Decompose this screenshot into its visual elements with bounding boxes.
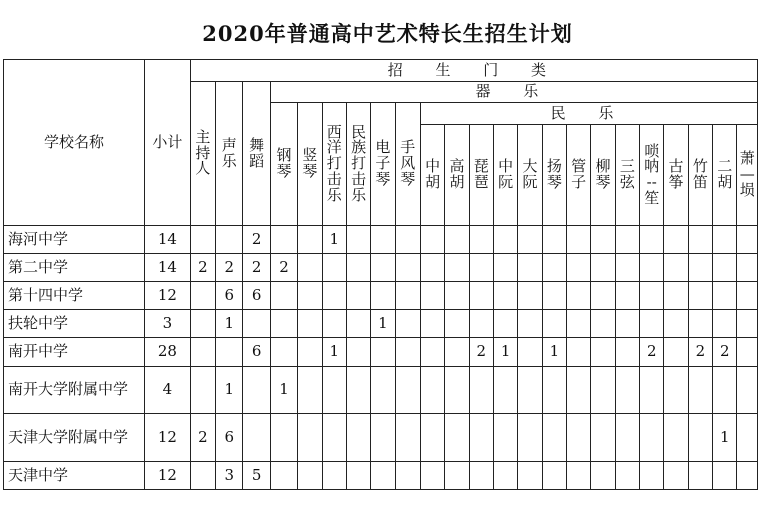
quota-cell — [518, 310, 542, 338]
quota-cell — [688, 367, 712, 414]
folk-instrument-column-label: 三 弦 — [619, 157, 635, 191]
quota-cell — [591, 462, 615, 490]
quota-cell — [445, 414, 469, 462]
quota-cell — [270, 338, 297, 367]
quota-cell — [298, 310, 322, 338]
quota-cell — [395, 338, 420, 367]
instrument-column-header — [371, 103, 395, 226]
quota-cell — [542, 226, 566, 254]
quota-cell: 3 — [216, 462, 243, 490]
enrollment-category-header: 招 生 门 类 — [190, 60, 757, 82]
quota-cell — [664, 462, 688, 490]
quota-cell — [518, 254, 542, 282]
quota-cell — [713, 254, 737, 282]
instrument-column-label: 西 洋 打 击 乐 — [326, 122, 342, 204]
school-name-cell: 南开中学 — [4, 338, 145, 367]
quota-cell: 6 — [216, 282, 243, 310]
folk-instrument-column-label: 唢 呐 -- 笙 — [644, 141, 660, 207]
instrumental-music-header: 器 乐 — [270, 82, 757, 103]
subtotal-cell: 12 — [145, 462, 191, 490]
subtotal-cell: 12 — [145, 414, 191, 462]
quota-cell — [445, 226, 469, 254]
quota-cell — [346, 338, 370, 367]
school-name-cell: 南开大学附属中学 — [4, 367, 145, 414]
quota-cell — [469, 462, 493, 490]
quota-cell — [346, 282, 370, 310]
quota-cell — [567, 310, 591, 338]
quota-cell — [493, 367, 517, 414]
quota-cell — [420, 254, 444, 282]
quota-cell — [270, 310, 297, 338]
quota-cell — [518, 367, 542, 414]
quota-cell — [615, 226, 639, 254]
quota-cell — [243, 310, 270, 338]
quota-cell — [243, 414, 270, 462]
quota-cell — [322, 462, 346, 490]
quota-cell — [445, 282, 469, 310]
quota-cell — [395, 462, 420, 490]
quota-cell — [395, 310, 420, 338]
school-name-header: 学校名称 — [4, 60, 145, 226]
instrument-column-header — [322, 103, 346, 226]
quota-cell — [713, 462, 737, 490]
subtotal-cell: 12 — [145, 282, 191, 310]
folk-instrument-column-label: 高 胡 — [449, 157, 465, 191]
quota-cell — [346, 254, 370, 282]
quota-cell — [518, 462, 542, 490]
quota-cell — [688, 282, 712, 310]
quota-cell — [420, 462, 444, 490]
quota-cell — [420, 338, 444, 367]
folk-instrument-column-label: 萧 — 埙 — [739, 149, 755, 199]
school-name-cell: 第二中学 — [4, 254, 145, 282]
instrument-column-label: 手 风 琴 — [400, 138, 416, 188]
quota-cell — [615, 338, 639, 367]
folk-instrument-column-header — [445, 125, 469, 226]
quota-cell: 1 — [322, 338, 346, 367]
quota-cell — [469, 367, 493, 414]
quota-cell — [322, 254, 346, 282]
quota-cell — [737, 254, 758, 282]
quota-cell — [445, 462, 469, 490]
instrument-column-label: 电 子 琴 — [375, 138, 391, 188]
quota-cell — [346, 367, 370, 414]
quota-cell — [591, 282, 615, 310]
quota-cell — [493, 282, 517, 310]
folk-instrument-column-header — [615, 125, 639, 226]
quota-cell — [518, 226, 542, 254]
quota-cell — [567, 338, 591, 367]
quota-cell — [688, 414, 712, 462]
folk-instrument-column-label: 大 阮 — [522, 157, 538, 191]
quota-cell — [322, 367, 346, 414]
quota-cell — [737, 367, 758, 414]
quota-cell — [371, 254, 395, 282]
quota-cell — [371, 226, 395, 254]
quota-cell — [420, 414, 444, 462]
quota-cell — [567, 367, 591, 414]
instrument-column-label: 钢 琴 — [276, 146, 292, 180]
quota-cell — [493, 226, 517, 254]
quota-cell — [298, 226, 322, 254]
quota-cell — [371, 462, 395, 490]
school-name-cell: 天津大学附属中学 — [4, 414, 145, 462]
quota-cell — [270, 414, 297, 462]
quota-cell: 1 — [713, 414, 737, 462]
category-column-label: 主 持 人 — [195, 127, 211, 178]
quota-cell — [591, 310, 615, 338]
quota-cell — [737, 414, 758, 462]
quota-cell: 2 — [190, 254, 215, 282]
quota-cell — [190, 282, 215, 310]
quota-cell — [493, 254, 517, 282]
quota-cell: 1 — [216, 367, 243, 414]
quota-cell: 1 — [371, 310, 395, 338]
folk-instrument-column-header — [713, 125, 737, 226]
folk-instrument-column-label: 扬 琴 — [546, 157, 562, 191]
subtotal-cell: 3 — [145, 310, 191, 338]
quota-cell — [713, 310, 737, 338]
quota-cell — [322, 282, 346, 310]
folk-instrument-column-label: 二 胡 — [717, 157, 733, 191]
quota-cell — [469, 282, 493, 310]
folk-instrument-column-header — [640, 125, 664, 226]
quota-cell — [190, 338, 215, 367]
quota-cell — [640, 310, 664, 338]
quota-cell — [371, 282, 395, 310]
folk-instrument-column-header — [567, 125, 591, 226]
quota-cell — [190, 462, 215, 490]
quota-cell — [243, 367, 270, 414]
table-row — [4, 226, 758, 254]
table-row — [4, 254, 758, 282]
quota-cell — [270, 226, 297, 254]
quota-cell — [615, 367, 639, 414]
quota-cell — [640, 414, 664, 462]
quota-cell — [615, 310, 639, 338]
quota-cell — [469, 310, 493, 338]
table-row — [4, 462, 758, 490]
quota-cell — [615, 462, 639, 490]
quota-cell — [664, 367, 688, 414]
quota-cell — [591, 338, 615, 367]
quota-cell — [518, 282, 542, 310]
quota-cell — [518, 414, 542, 462]
folk-instrument-column-label: 竹 笛 — [692, 157, 708, 191]
school-name-cell: 天津中学 — [4, 462, 145, 490]
quota-cell — [615, 282, 639, 310]
table-row — [4, 282, 758, 310]
quota-cell: 2 — [190, 414, 215, 462]
folk-instrument-column-label: 琵 琶 — [473, 157, 489, 191]
quota-cell — [420, 310, 444, 338]
quota-cell — [591, 226, 615, 254]
quota-cell: 1 — [493, 338, 517, 367]
quota-cell — [395, 367, 420, 414]
quota-cell — [469, 414, 493, 462]
quota-cell — [664, 338, 688, 367]
quota-cell — [567, 462, 591, 490]
quota-cell — [713, 367, 737, 414]
quota-cell — [190, 367, 215, 414]
quota-cell — [567, 254, 591, 282]
quota-cell — [615, 254, 639, 282]
folk-instrument-column-header — [737, 125, 758, 226]
quota-cell: 2 — [243, 254, 270, 282]
folk-music-header: 民 乐 — [420, 103, 757, 125]
instrument-column-label: 民 族 打 击 乐 — [351, 122, 367, 204]
quota-cell — [664, 414, 688, 462]
quota-cell — [688, 462, 712, 490]
quota-cell — [322, 310, 346, 338]
quota-cell — [713, 226, 737, 254]
quota-cell — [737, 462, 758, 490]
quota-cell — [346, 226, 370, 254]
quota-cell — [688, 310, 712, 338]
folk-instrument-column-label: 管 子 — [571, 157, 587, 191]
quota-cell — [591, 254, 615, 282]
category-column-header — [216, 82, 243, 226]
quota-cell: 1 — [542, 338, 566, 367]
quota-cell — [518, 338, 542, 367]
instrument-column-header — [270, 103, 297, 226]
quota-cell — [371, 367, 395, 414]
quota-cell — [664, 310, 688, 338]
category-column-header — [190, 82, 215, 226]
quota-cell — [346, 462, 370, 490]
quota-cell — [216, 226, 243, 254]
quota-cell — [493, 414, 517, 462]
subtotal-header: 小计 — [145, 60, 191, 226]
folk-instrument-column-header — [591, 125, 615, 226]
quota-cell — [493, 310, 517, 338]
table-row — [4, 414, 758, 462]
quota-cell — [298, 338, 322, 367]
folk-instrument-column-header — [542, 125, 566, 226]
table-row — [4, 367, 758, 414]
quota-cell — [298, 254, 322, 282]
category-column-header — [243, 82, 270, 226]
quota-cell — [664, 282, 688, 310]
quota-cell — [346, 414, 370, 462]
quota-cell — [190, 310, 215, 338]
quota-cell — [395, 254, 420, 282]
instrument-column-label: 竖 琴 — [302, 146, 318, 180]
quota-cell — [737, 338, 758, 367]
quota-cell — [737, 310, 758, 338]
quota-cell — [591, 367, 615, 414]
quota-cell — [640, 367, 664, 414]
quota-cell: 6 — [216, 414, 243, 462]
quota-cell — [395, 414, 420, 462]
folk-instrument-column-header — [518, 125, 542, 226]
quota-cell — [445, 254, 469, 282]
quota-cell — [298, 282, 322, 310]
quota-cell — [420, 226, 444, 254]
quota-cell — [445, 338, 469, 367]
quota-cell — [542, 367, 566, 414]
quota-cell — [542, 310, 566, 338]
quota-cell — [591, 414, 615, 462]
quota-cell — [445, 310, 469, 338]
table-row — [4, 310, 758, 338]
school-name-cell: 扶轮中学 — [4, 310, 145, 338]
quota-cell — [395, 226, 420, 254]
quota-cell — [270, 282, 297, 310]
quota-cell — [640, 226, 664, 254]
subtotal-cell: 4 — [145, 367, 191, 414]
subtotal-cell: 14 — [145, 254, 191, 282]
instrument-column-header — [395, 103, 420, 226]
category-column-label: 声 乐 — [221, 135, 237, 170]
quota-cell — [640, 254, 664, 282]
quota-cell — [640, 282, 664, 310]
enrollment-plan-table — [3, 59, 758, 490]
quota-cell — [420, 367, 444, 414]
quota-cell: 1 — [322, 226, 346, 254]
quota-cell — [371, 414, 395, 462]
folk-instrument-column-header — [469, 125, 493, 226]
quota-cell — [395, 282, 420, 310]
quota-cell — [542, 254, 566, 282]
quota-cell — [469, 226, 493, 254]
quota-cell: 2 — [216, 254, 243, 282]
instrument-column-header — [298, 103, 322, 226]
folk-instrument-column-header — [688, 125, 712, 226]
quota-cell — [615, 414, 639, 462]
quota-cell — [664, 254, 688, 282]
quota-cell — [542, 282, 566, 310]
category-column-label: 舞 蹈 — [249, 135, 265, 170]
quota-cell: 2 — [688, 338, 712, 367]
instrument-column-header — [346, 103, 370, 226]
quota-cell — [688, 254, 712, 282]
folk-instrument-column-label: 中 胡 — [425, 157, 441, 191]
folk-instrument-column-label: 古 筝 — [668, 157, 684, 191]
quota-cell: 2 — [243, 226, 270, 254]
quota-cell — [713, 282, 737, 310]
quota-cell — [737, 226, 758, 254]
quota-cell: 6 — [243, 338, 270, 367]
quota-cell — [270, 462, 297, 490]
quota-cell: 1 — [270, 367, 297, 414]
subtotal-cell: 28 — [145, 338, 191, 367]
school-name-cell: 海河中学 — [4, 226, 145, 254]
school-name-cell: 第十四中学 — [4, 282, 145, 310]
quota-cell — [190, 226, 215, 254]
quota-cell — [737, 282, 758, 310]
quota-cell — [322, 414, 346, 462]
quota-cell — [298, 462, 322, 490]
quota-cell — [445, 367, 469, 414]
quota-cell: 6 — [243, 282, 270, 310]
quota-cell — [371, 338, 395, 367]
quota-cell — [664, 226, 688, 254]
table-row — [4, 338, 758, 367]
quota-cell: 2 — [469, 338, 493, 367]
quota-cell: 5 — [243, 462, 270, 490]
page-title: 2020年普通高中艺术特长生招生计划 — [202, 21, 573, 46]
quota-cell: 2 — [640, 338, 664, 367]
quota-cell — [216, 338, 243, 367]
subtotal-cell: 14 — [145, 226, 191, 254]
quota-cell — [298, 414, 322, 462]
quota-cell: 2 — [270, 254, 297, 282]
quota-cell — [542, 462, 566, 490]
quota-cell — [567, 414, 591, 462]
quota-cell — [346, 310, 370, 338]
folk-instrument-column-header — [664, 125, 688, 226]
quota-cell — [493, 462, 517, 490]
quota-cell — [567, 282, 591, 310]
quota-cell: 1 — [216, 310, 243, 338]
folk-instrument-column-label: 中 阮 — [498, 157, 514, 191]
quota-cell — [298, 367, 322, 414]
folk-instrument-column-header — [493, 125, 517, 226]
quota-cell — [420, 282, 444, 310]
quota-cell — [469, 254, 493, 282]
quota-cell — [640, 462, 664, 490]
quota-cell — [542, 414, 566, 462]
folk-instrument-column-header — [420, 125, 444, 226]
quota-cell: 2 — [713, 338, 737, 367]
folk-instrument-column-label: 柳 琴 — [595, 157, 611, 191]
quota-cell — [688, 226, 712, 254]
quota-cell — [567, 226, 591, 254]
